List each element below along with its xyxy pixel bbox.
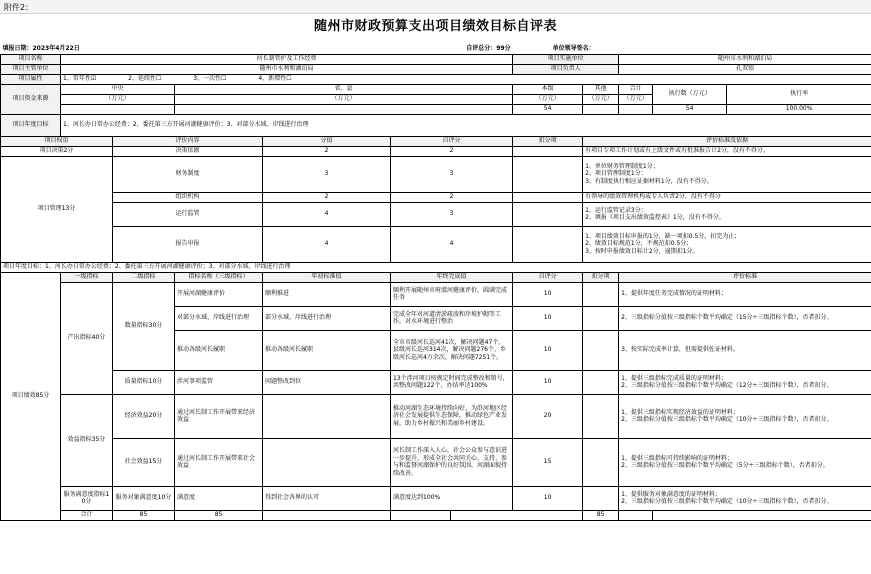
perf-header-level2: 二级指标 [113,272,175,282]
self-score-total: 自评总分：99分 [466,45,511,52]
attachment-label: 附件2： [4,3,34,12]
benefit-indicator-label: 效益指标35分 [61,394,113,486]
service-satisfaction-label: 服务对象满意度10分 [113,486,175,510]
social-benefit-label: 社会效益15分 [113,438,175,486]
perf-standard-line: 2、三级指标分值按三级指标个数平均确定（15分÷三级指标个数），否者扣分。 [621,314,833,322]
mgmt-self-score: 3 [391,202,513,226]
project-name-label: 项目名称 [1,54,61,64]
perf-actual-value: 完成全年对河道清淤疏浚和岸坡护砌等工作，对水环境进行整治 [391,306,513,330]
funds-city-value: 54 [513,104,583,114]
perf-indicator-name: 开展河湖健康评价 [175,282,263,306]
funds-central-header: 中央 [61,84,175,94]
spreadsheet-grid [0,44,871,574]
funds-total-header: 合计 [619,84,653,94]
funds-unit: （万元） [619,94,653,104]
mgmt-content: 财务制度 [113,156,263,192]
perf-self-score: 10 [513,486,583,510]
perf-standard-line: 1、提供三级指标实现经济效益的证明材料； [621,408,739,416]
attribute-option: 3、一次性☐ [193,75,227,83]
funds-unit: （万元） [61,94,175,104]
mgmt-self-score: 3 [391,156,513,192]
mgmt-header-indicator: 项目权重 [1,136,113,146]
perf-standard [619,282,871,306]
perf-target-value: 问题整改到位 [263,370,391,394]
annual-goal-text: 1、河长办日常办公经费；2、委托第三方开展河湖健康评价；3、对部分水域、岸线进行治理 [61,114,871,136]
mgmt-standard [583,156,871,192]
total-value: 85 [113,510,175,520]
perf-target-value: 推动各级河长履职 [263,330,391,370]
output-indicator-label: 产出指标40分 [61,282,113,394]
economic-benefit-label: 经济效益20分 [113,394,175,438]
perf-standard-line: 2、三级指标分值按三级指标个数平均确定（10分÷三级指标个数），否者扣分。 [621,416,833,423]
funds-exec-rate-header: 执行率 [727,84,871,104]
quality-indicator-label: 质量指标10分 [113,370,175,394]
perf-self-score: 15 [513,438,583,486]
perf-header-standard: 评价标准 [619,272,871,282]
mgmt-standard-line: 有领导的绩效管理机构或专人负责2分，没有不得分 [585,193,721,201]
mgmt-standard-line: 2、填报《项目支出绩效监控表》1分，没有不得分。 [585,214,725,221]
mgmt-standard [583,202,871,226]
mgmt-header-standard: 评价标准及依据 [583,136,871,146]
perf-standard [619,438,871,486]
authority-label: 项目主管单位 [1,64,61,74]
mgmt-group-management: 项目管理13分 [1,156,113,262]
funds-province-header: 省、县 [175,84,513,94]
mgmt-standard-line: 有项目专项工作计划或有上级文件或有批准报告计2分，没有不得分。 [585,147,769,155]
mgmt-self-score: 2 [391,192,513,202]
funds-city-header: 本级 [513,84,583,94]
perf-self-score: 10 [513,330,583,370]
perf-indicator-name: 满意度 [175,486,263,510]
perf-header-level1: 一级指标 [61,272,113,282]
perf-actual-value: 推动河湖生态环境持续向好，为沿河地区经济社会发展提供生态保障，推动绿色产业发展，助力乡村振兴和美丽乡村建设。 [391,394,513,438]
total-value: 85 [583,510,619,520]
mgmt-header-deduct: 扣分项 [513,136,583,146]
perf-header-actual: 年终完成值 [391,272,513,282]
perf-indicator-name: 通过河长制工作开展带来社会效益 [175,438,263,486]
perf-standard-line: 2、三级指标分值按三级指标个数平均确定（5分÷三级指标个数），否者扣分。 [621,462,829,469]
perf-target-value [263,394,391,438]
perf-self-score: 20 [513,394,583,438]
fill-date: 填报日期：2023年4月22日 [2,45,80,52]
mgmt-score: 4 [263,202,391,226]
mgmt-content: 报告申报 [113,226,263,262]
perf-header-target: 年初标准值 [263,272,391,282]
perf-header-self: 自评分 [513,272,583,282]
mgmt-header-content: 评价内容 [113,136,263,146]
mgmt-header-self: 自评分 [391,136,513,146]
perf-standard-line: 2、三级指标分值按三级指标个数平均确定（12分÷三级指标个数），否者扣分。 [621,382,833,389]
total-value: 85 [175,510,263,520]
perf-standard [619,394,871,438]
mgmt-score: 2 [263,192,391,202]
funds-label: 项目资金来源 [1,84,61,114]
authority: 随州市水利和湖泊局 [61,64,513,74]
annual-goal-label: 项目年度目标 [1,114,61,136]
perf-target-value: 得到社会各界的认可 [263,486,391,510]
perf-indicator-name: 推动各级河长履职 [175,330,263,370]
perf-standard-line: 3、按实际完成率计算，但需提供佐证材料。 [621,346,739,354]
mgmt-score: 4 [263,226,391,262]
implementing-unit-label: 项目实施单位 [513,54,619,64]
perf-standard-line: 2、三级指标分值按三级指标个数平均确定（10分÷三级指标个数），否者扣分。 [621,498,833,505]
funds-unit: （万元） [175,94,513,104]
perf-standard-line: 1、提供三级指标可持续影响的证明材料； [621,454,733,462]
mgmt-standard-line: 3、按时申报绩效目标计2分，逾期扣1分。 [585,247,699,255]
quantity-indicator-label: 数量指标30分 [113,282,175,370]
perf-standard [619,330,871,370]
mgmt-standard-line: 2、项目管理制度1分； [585,170,647,178]
attribute-options [61,74,871,84]
mgmt-standard-line: 2、绩效目标规范1分，不规范扣0.5分； [585,240,693,248]
funds-exec-amount-value: 54 [653,104,727,114]
funds-exec-rate-value: 100.00% [727,104,871,114]
perf-standard [619,486,871,510]
unit-head-signature: 单位领导签名： [552,45,595,52]
perf-indicator-name: 涉河事项监管 [175,370,263,394]
perf-header-deduct: 扣分项 [583,272,619,282]
attribute-label: 项目属性 [1,74,61,84]
perf-actual-value: 13个涉河项目按规定时间完成整改和销号，共整改问题122个，办结率达100% [391,370,513,394]
perf-standard-line: 1、提供年度任务完成情况的证明材料； [621,290,727,298]
leader: 孔双银 [619,64,871,74]
implementing-unit: 随州市水利和湖泊局 [619,54,871,64]
perf-self-score: 10 [513,306,583,330]
mgmt-standard-line: 1、项目绩效目标申报的1分，缺一项扣0.5分，扣完为止； [585,232,741,240]
mgmt-standard [583,226,871,262]
funds-other-header: 其他 [583,84,619,94]
perf-indicator-name: 对部分水域、岸线进行治理 [175,306,263,330]
mgmt-content: 决策依据 [113,146,263,156]
perf-actual-value: 河长制工作深入人心，社会公众参与意识进一步提升，形成全社会共同关心、支持、参与和监督河湖保护的良好氛围，河湖面貌持续改善。 [391,438,513,486]
mgmt-content: 组织机构 [113,192,263,202]
satisfaction-indicator-label: 服务满意度指标10分 [61,486,113,510]
attribute-option: 2、延续性☐ [128,75,162,83]
perf-actual-value: 全市市级河长巡河41次，解决问题47个，县级河长巡河314次，解决问题276个，乡级河长巡河4万余次，解决问题7251个。 [391,330,513,370]
perf-group-label: 项目绩效85分 [1,272,61,520]
mgmt-standard-line: 3、有制度执行相应证据材料1分，没有不得分。 [585,177,713,185]
project-name: 河长制管护及工作经费 [61,54,513,64]
funds-exec-amount-header: 执行数（万元） [653,84,727,104]
perf-indicator-name: 通过河长制工作开展带来经济效益 [175,394,263,438]
mgmt-standard [583,146,871,156]
funds-unit: （万元） [513,94,583,104]
funds-unit: （万元） [583,94,619,104]
perf-goal-line: 项目年度目标：1、河长办日常办公经费；2、委托第三方开展河湖健康评价；3、对部分水域、岸线进行治理 [1,262,871,272]
total-label: 合计 [61,510,113,520]
mgmt-group-decision: 项目决策2分 [1,146,113,156]
mgmt-self-score: 2 [391,146,513,156]
mgmt-score: 3 [263,156,391,192]
perf-standard-line: 1、提供服务对象满意度的证明材料； [621,490,721,498]
attribute-option: 1、常年性☑ [63,75,97,83]
mgmt-standard [583,192,871,202]
perf-standard [619,370,871,394]
perf-target-value: 顺利推进 [263,282,391,306]
perf-target-value [263,438,391,486]
page-title: 随州市财政预算支出项目绩效目标自评表 [313,19,557,34]
evaluation-table [0,44,871,521]
sheet-top-strip [0,0,871,14]
mgmt-self-score: 4 [391,226,513,262]
leader-label: 项目负责人 [513,64,619,74]
perf-actual-value: 顺利开展随州市府澴河健康评价，圆满完成任务 [391,282,513,306]
perf-self-score: 10 [513,282,583,306]
perf-actual-value: 满意度达到100% [391,486,513,510]
perf-standard [619,306,871,330]
perf-target-value: 部分水域、岸线进行治理 [263,306,391,330]
attribute-option: 4、新增性☐ [258,75,292,83]
mgmt-content: 运行监管 [113,202,263,226]
mgmt-score: 2 [263,146,391,156]
mgmt-standard-line: 1、运行监管记录3分； [585,206,647,214]
mgmt-header-score: 分值 [263,136,391,146]
perf-standard-line: 1、提供三级指标完成质量的证明材料； [621,374,727,382]
perf-header-name: 指标名称（三级指标） [175,272,263,282]
perf-self-score: 10 [513,370,583,394]
mgmt-standard-line: 1、单位财务管理制度1分； [585,162,659,170]
